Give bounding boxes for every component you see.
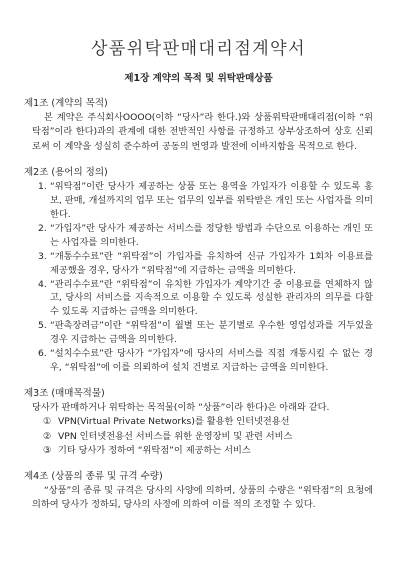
article-intro: 당사가 판매하거나 위탁하는 목적물(이하 “상품”이라 한다)은 아래와 같다. (32, 401, 330, 413)
article-heading: 제1조 (계약의 목적) (24, 98, 108, 109)
list-item (38, 222, 373, 250)
article-heading: 제3조 (매매목적물) (24, 387, 105, 399)
item-number: 3. (38, 250, 47, 262)
list-item (38, 319, 373, 347)
article-4 (24, 471, 373, 513)
article-heading: 제2조 (용어의 정의) (24, 167, 108, 179)
list-item (38, 347, 373, 375)
item-marker: ① (43, 416, 52, 428)
article-body: 본 계약은 주식회사OOOO(이하 “당사”라 한다.)와 상품위탁판매대리점(이하 “위탁점”이라 한다)과의 관계에 대한 전반적인 사항를 규정하고 상부상조하여 상호 신뢰로써 이 계약을 성실히 준수하여 공동의 번영과 발전에 이바지함을 목적으로 한다. (32, 112, 373, 152)
list-item (43, 415, 373, 429)
item-number: 1. (38, 181, 47, 193)
item-text: VPN 인터넷전용선 서비스를 위한 운영장비 및 관련 서비스 (58, 430, 293, 442)
list-item (38, 278, 373, 320)
item-number: 6. (38, 348, 47, 360)
item-text: VPN(Virtual Private Networks)를 활용한 인터넷전용선 (58, 416, 290, 428)
product-list (24, 415, 373, 458)
item-marker: ② (43, 430, 52, 442)
item-text: “개통수수료”란 “위탁점”이 가입자를 유치하여 신규 가입자가 1회차 이용료를 제공했을 경우, 당사가 “위탁점”에 지급하는 금액을 의미한다. (50, 250, 373, 276)
article-2 (24, 167, 373, 375)
item-number: 5. (38, 320, 47, 332)
list-item (43, 444, 373, 458)
list-item (38, 180, 373, 222)
item-marker: ③ (43, 444, 52, 456)
article-heading: 제4조 (상품의 종류 및 규격 수량) (24, 470, 163, 482)
item-number: 4. (38, 278, 47, 290)
item-text: “가입자”란 당사가 제공하는 서비스를 정당한 방법과 수단으로 이용하는 개인 또는 사업자를 의미한다. (50, 222, 373, 248)
item-number: 2. (38, 222, 47, 234)
article-3 (24, 388, 373, 458)
list-item (43, 430, 373, 444)
item-text: 기타 당사가 정하여 “위탁점”이 제공하는 서비스 (58, 444, 251, 456)
chapter-heading: 제1장 계약의 목적 및 위탁판매상품 (124, 73, 273, 84)
document-title: 상품위탁판매대리점계약서 (90, 39, 307, 59)
item-text: “판촉장려금”이란 “위탁점”이 월별 또는 분기별로 우수한 영업성과를 거두었을 경우 지급하는 금액을 의미한다. (50, 320, 373, 346)
item-text: “설치수수료”란 당사가 “가입자”에 당사의 서비스를 직접 개통시킬 수 없는 경우, “위탁점”에 이를 의뢰하여 설치 건별로 지급하는 금액을 의미한다. (50, 348, 373, 373)
article-body: “상품”의 종류 및 규격은 당사의 사양에 의하며, 상품의 수량은 “위탁점”의 요청에 의하여 당사가 정하되, 당사의 사정에 의하여 이를 적의 조정할 수 있다. (32, 484, 373, 511)
item-text: “관리수수료”란 “위탁점”이 유치한 가입자가 계약기간 중 이용료를 연체하지 않고, 당사의 서비스를 지속적으로 이용할 수 있도록 성실한 관리자의 의무를 다할 수 있도록 지급하는 금액을 의미한다. (50, 278, 373, 318)
article-1 (24, 98, 373, 154)
definition-list (24, 180, 373, 375)
list-item (38, 250, 373, 278)
item-text: “위탁점”이란 당사가 제공하는 상품 또는 용역을 가입자가 이용할 수 있도록 홍보, 판매, 개설까지의 업무 또는 업무의 일부를 위탁받은 개인 또는 사업자를 의미한다. (50, 181, 373, 221)
